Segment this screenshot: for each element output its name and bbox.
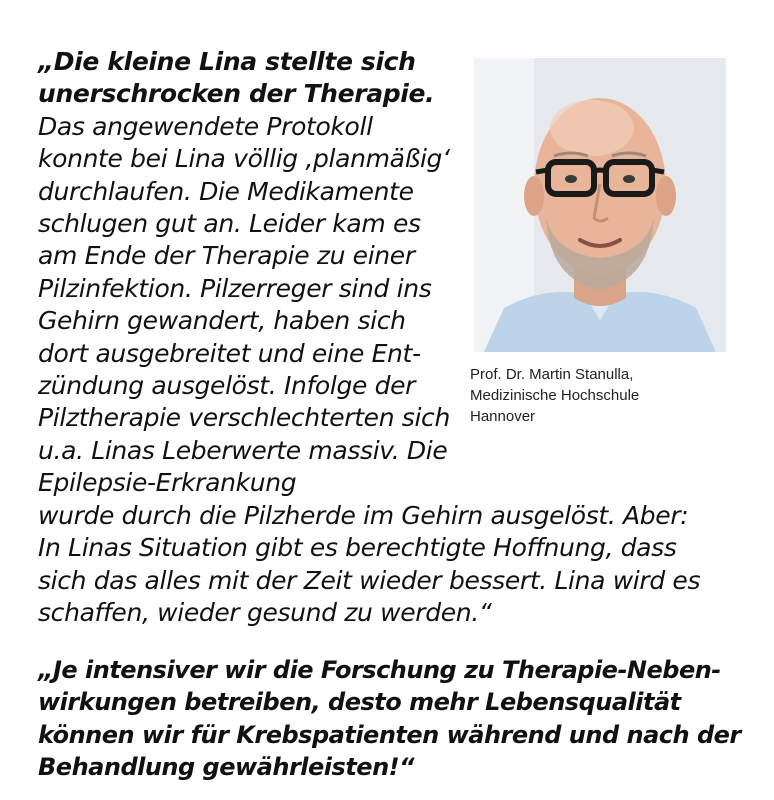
quote-body: Das angewendete Protokoll konnte bei Lina völlig ‚planmäßig‘ durchlaufen. Die Medikamente schlugen gut an. Leider kam es am Ende der Therapie zu einer Pilzinfektion. Pilzerreger sind ins Gehirn gewandert, haben sich dort ausgebreitet und eine Ent- zündung ausgelöst. Infolge der Pilztherapie verschlechterten sich u.a. Linas Leberwerte massiv. Die Epilepsie-Erkrankung wurde durch die Pilzherde im Gehirn ausgelöst. Aber: In Linas Situation gibt es berechtigte Hoffnung, dass sich das alles mit der Zeit wieder bessert. Lina wird es schaffen, wieder gesund zu werden.“ [38, 111, 701, 627]
quote-headline: „Die kleine Lina stellte sich unerschrocken der Therapie. [38, 47, 435, 109]
portrait-caption: Prof. Dr. Martin Stanulla, Medizinische Hochschule Hannover [470, 366, 640, 425]
portrait-photo [474, 58, 726, 352]
closing-quote: „Je intensiver wir die Forschung zu Therapie-Neben- wirkungen betreiben, desto mehr Lebensqualität können wir für Krebspatienten während und nach der Behandlung gewährleisten!“ [38, 656, 741, 781]
